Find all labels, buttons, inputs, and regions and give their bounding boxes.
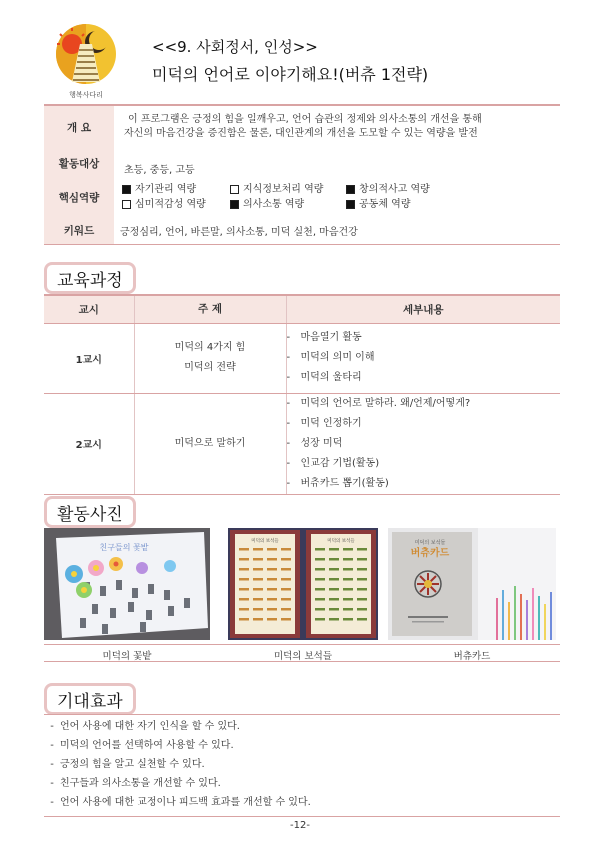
photos-heading: 활동사진	[44, 496, 136, 528]
competency-community: 공동체 역량	[346, 197, 454, 212]
page-number: -12-	[290, 820, 310, 831]
effects-heading: 기대효과	[44, 683, 136, 715]
details-cell	[286, 393, 560, 494]
competency-line-1	[122, 182, 560, 197]
activity-photos	[44, 524, 560, 662]
keyword-label: 키워드	[44, 216, 114, 244]
sheet-title: 미덕의 보석들	[251, 539, 279, 544]
list-item: - 언어 사용에 대한 자기 인식을 할 수 있다.	[44, 717, 560, 736]
list-item: - 친구들과 의사소통을 개선할 수 있다.	[44, 774, 560, 793]
expected-effects-list	[44, 714, 560, 817]
competency-creative-thinking: 창의적사고 역량	[346, 182, 454, 197]
flower-garden-photo	[44, 528, 210, 640]
sheet-left	[230, 530, 300, 638]
happiness-ladder-logo	[52, 22, 120, 100]
list-item: - 긍정의 힘을 알고 실천할 수 있다.	[44, 755, 560, 774]
summary-line-1: 이 프로그램은 긍정의 힘을 일깨우고, 언어 습관의 정제와 의사소통의 개선을 통해	[128, 114, 482, 125]
col-header-topic: 주 제	[134, 295, 286, 323]
virtue-gems-photo	[228, 528, 378, 640]
curriculum-heading: 교육과정	[44, 262, 136, 294]
keyword-value: 긍정심리, 언어, 바른말, 의사소통, 미덕 실천, 마음건강	[120, 226, 358, 238]
target-label: 활동대상	[44, 148, 114, 178]
col-header-details: 세부내용	[286, 295, 560, 323]
topic-line: 미덕으로 말하기	[174, 437, 246, 449]
photo-caption-virtue-card: 버츄카드	[453, 651, 491, 662]
checkbox-checked-icon	[346, 200, 355, 209]
target-value: 초등, 중등, 고등	[124, 164, 195, 176]
competency-communication: 의사소통 역량	[230, 197, 346, 212]
list-item: - 미덕의 언어를 선택하여 사용할 수 있다.	[44, 736, 560, 755]
summary-line-2: 자신의 마음건강을 증진함은 물론, 대인관계의 개선을 도모할 수 있는 역량을 발전	[124, 128, 478, 139]
overview-target-row	[44, 148, 560, 178]
photo-caption-virtue-gems: 미덕의 보석들	[273, 651, 333, 662]
detail-item: - 미덕의 의미 이해	[287, 348, 561, 368]
caption-row	[44, 644, 560, 662]
photo-row	[44, 524, 560, 644]
page-category-title: <<9. 사회정서, 인성>>	[152, 38, 318, 56]
detail-item: - 미덕 인정하기	[287, 414, 561, 434]
checkbox-empty-icon	[122, 200, 131, 209]
overview-table	[44, 104, 560, 245]
logo-text: 행복사다리	[69, 91, 103, 99]
overview-competency-row	[44, 178, 560, 216]
summary-label: 개 요	[44, 106, 114, 148]
board-text: 친구들의 꽃밭	[99, 543, 149, 552]
competency-aesthetic: 심미적감성 역량	[122, 197, 230, 212]
competency-label: 핵심역량	[44, 178, 114, 216]
topic-cell	[134, 393, 286, 494]
program-title: 미덕의 언어로 이야기해요!(버츄 1전략)	[152, 65, 429, 84]
checkbox-empty-icon	[230, 185, 239, 194]
competency-self-management: 자기관리 역량	[122, 182, 230, 197]
detail-item: - 마음열기 활동	[287, 328, 561, 348]
topic-line: 미덕의 전략	[184, 362, 236, 373]
list-item: - 언어 사용에 대한 교정이나 피드백 효과를 개선할 수 있다.	[44, 793, 560, 812]
card-subtitle: 미덕의 보석들	[414, 540, 446, 546]
detail-item: - 성장 미덕	[287, 434, 561, 454]
checkbox-checked-icon	[122, 185, 131, 194]
curriculum-table	[44, 294, 560, 495]
table-row	[44, 393, 560, 494]
card-title: 버츄카드	[410, 548, 450, 559]
session-cell: 2교시	[44, 393, 134, 494]
overview-summary-row	[44, 106, 560, 148]
detail-item: - 인교감 기법(활동)	[287, 454, 561, 474]
competency-information-processing: 지식정보처리 역량	[230, 182, 346, 197]
overview-keyword-row	[44, 216, 560, 244]
topic-line: 미덕의 4가지 힘	[174, 342, 246, 353]
session-cell: 1교시	[44, 323, 134, 393]
virtue-card-photo	[388, 528, 556, 640]
table-row	[44, 323, 560, 393]
detail-item: - 버츄카드 뽑기(활동)	[287, 474, 561, 494]
photo-caption-flower-garden: 미덕의 꽃밭	[102, 651, 152, 662]
competency-line-2	[122, 197, 560, 212]
detail-item: - 미덕의 언어로 말하라. 왜/언제/어떻게?	[287, 394, 561, 414]
sheet-right	[306, 530, 376, 638]
checkbox-checked-icon	[346, 185, 355, 194]
detail-item: - 미덕의 울타리	[287, 368, 561, 388]
details-cell	[286, 323, 560, 393]
col-header-session: 교시	[44, 295, 134, 323]
topic-cell	[134, 323, 286, 393]
checkbox-checked-icon	[230, 200, 239, 209]
sheet-title: 미덕의 보석들	[327, 539, 355, 544]
